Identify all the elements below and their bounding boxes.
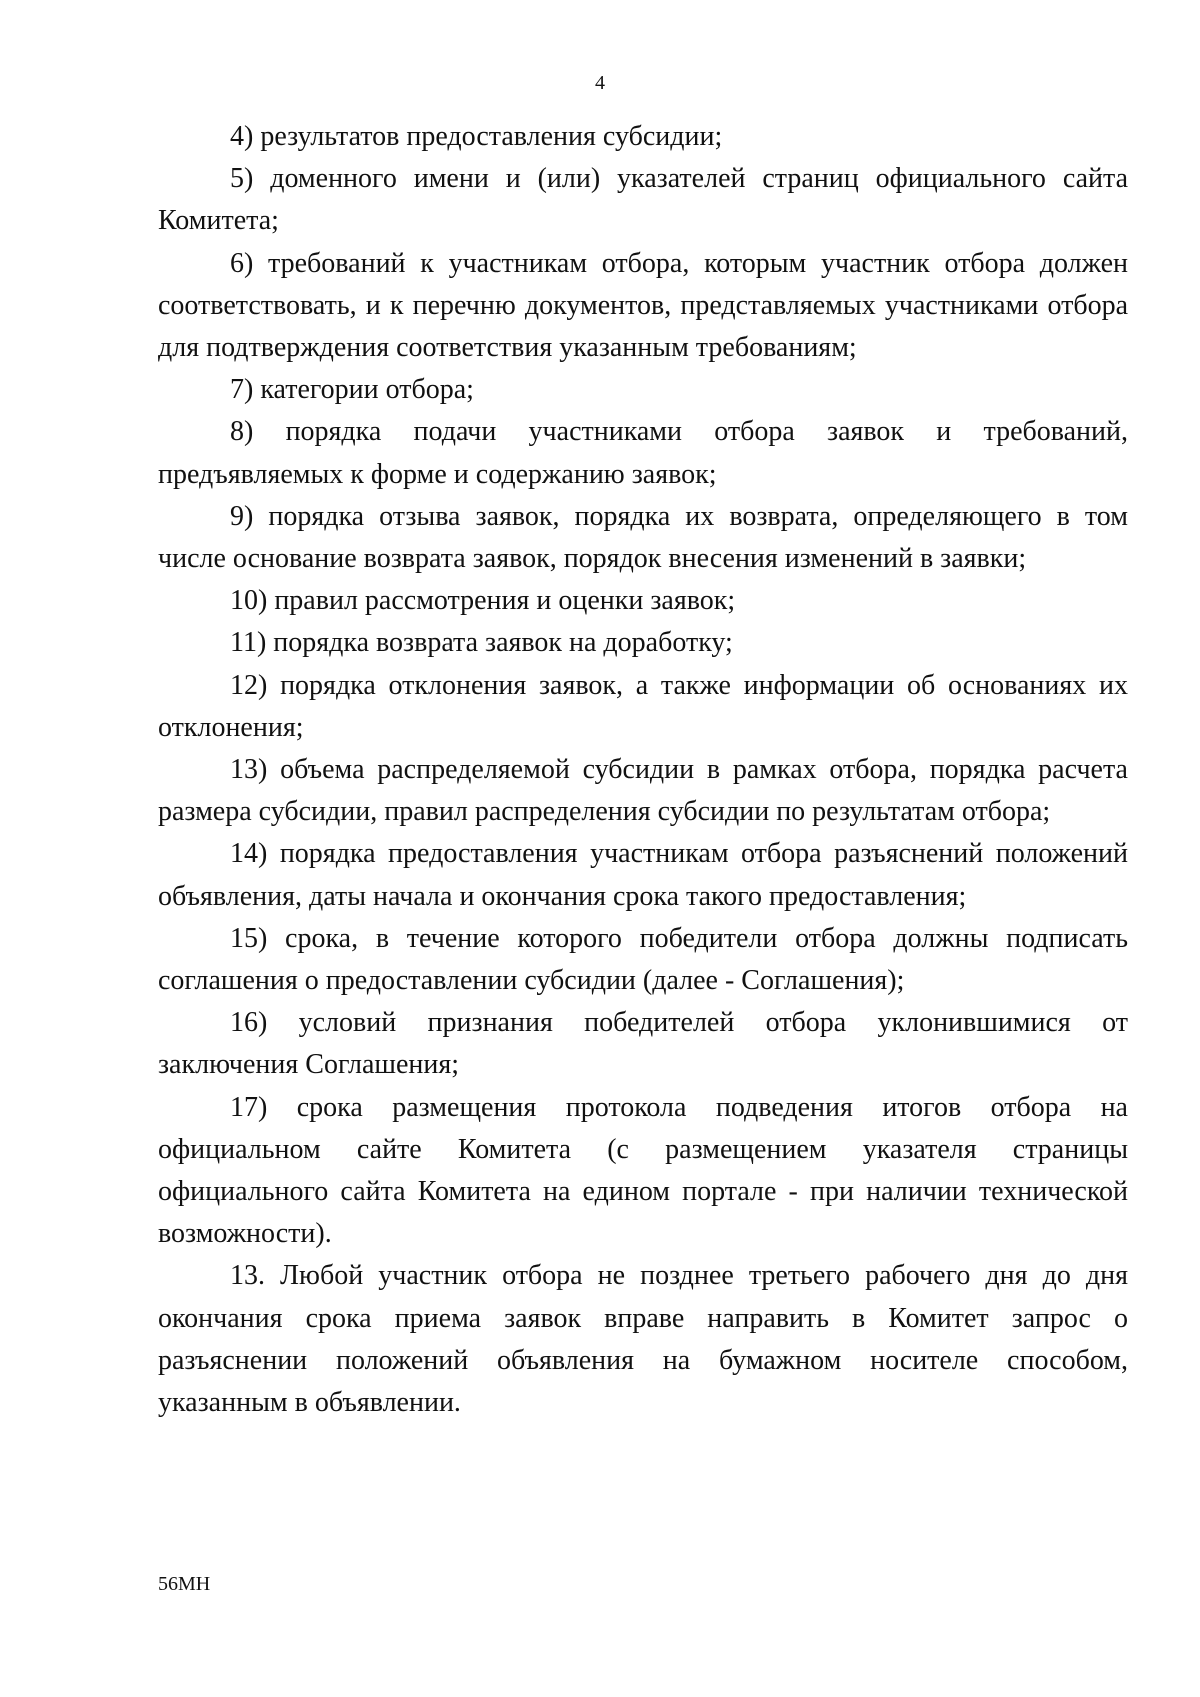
list-item-15: 15) срока, в течение которого победители отбора должны подписать соглашения о предоставлении субсидии (далее - Соглашения); (158, 922, 1128, 997)
page-number: 4 (595, 72, 605, 94)
list-item-4: 4) результатов предоставления субсидии; (230, 121, 723, 152)
clause-13: 13. Любой участник отбора не позднее третьего рабочего дня до дня окончания срока приема заявок вправе направить в Комитет запрос о разъяснении положений объявления на бумажном носителе способом, указанным в объявлении. (158, 1260, 1128, 1419)
list-item-9: 9) порядка отзыва заявок, порядка их возврата, определяющего в том числе основание возврата заявок, порядок внесения изменений в заявки; (158, 500, 1128, 575)
list-item-13: 13) объема распределяемой субсидии в рамках отбора, порядка расчета размера субсидии, правил распределения субсидии по результатам отбора; (158, 754, 1128, 828)
document-code: 56МН (158, 1573, 211, 1595)
list-item-12: 12) порядка отклонения заявок, а также информации об основаниях их отклонения; (158, 669, 1128, 743)
list-item-17: 17) срока размещения протокола подведения итогов отбора на официальном сайте Комитета (с размещением указателя страницы официального сайта Комитета на едином портале - при наличии технической возможности). (158, 1091, 1128, 1250)
list-item-11: 11) порядка возврата заявок на доработку; (230, 627, 733, 659)
list-item-14: 14) порядка предоставления участникам отбора разъяснений положений объявления, даты начала и окончания срока такого предоставления; (158, 838, 1128, 912)
list-item-8: 8) порядка подачи участниками отбора заявок и требований, предъявляемых к форме и содержанию заявок; (158, 416, 1128, 490)
list-item-5: 5) доменного имени и (или) указателей страниц официального сайта Комитета; (158, 163, 1128, 237)
list-item-7: 7) категории отбора; (230, 374, 474, 406)
document-body (158, 116, 1128, 1424)
list-item-10: 10) правил рассмотрения и оценки заявок; (230, 585, 736, 617)
list-item-6: 6) требований к участникам отбора, которым участник отбора должен соответствовать, и к перечню документов, представляемых участниками отбора для подтверждения соответствия указанным требованиям; (158, 247, 1128, 364)
list-item-16: 16) условий признания победителей отбора уклонившимися от заключения Соглашения; (158, 1007, 1128, 1081)
